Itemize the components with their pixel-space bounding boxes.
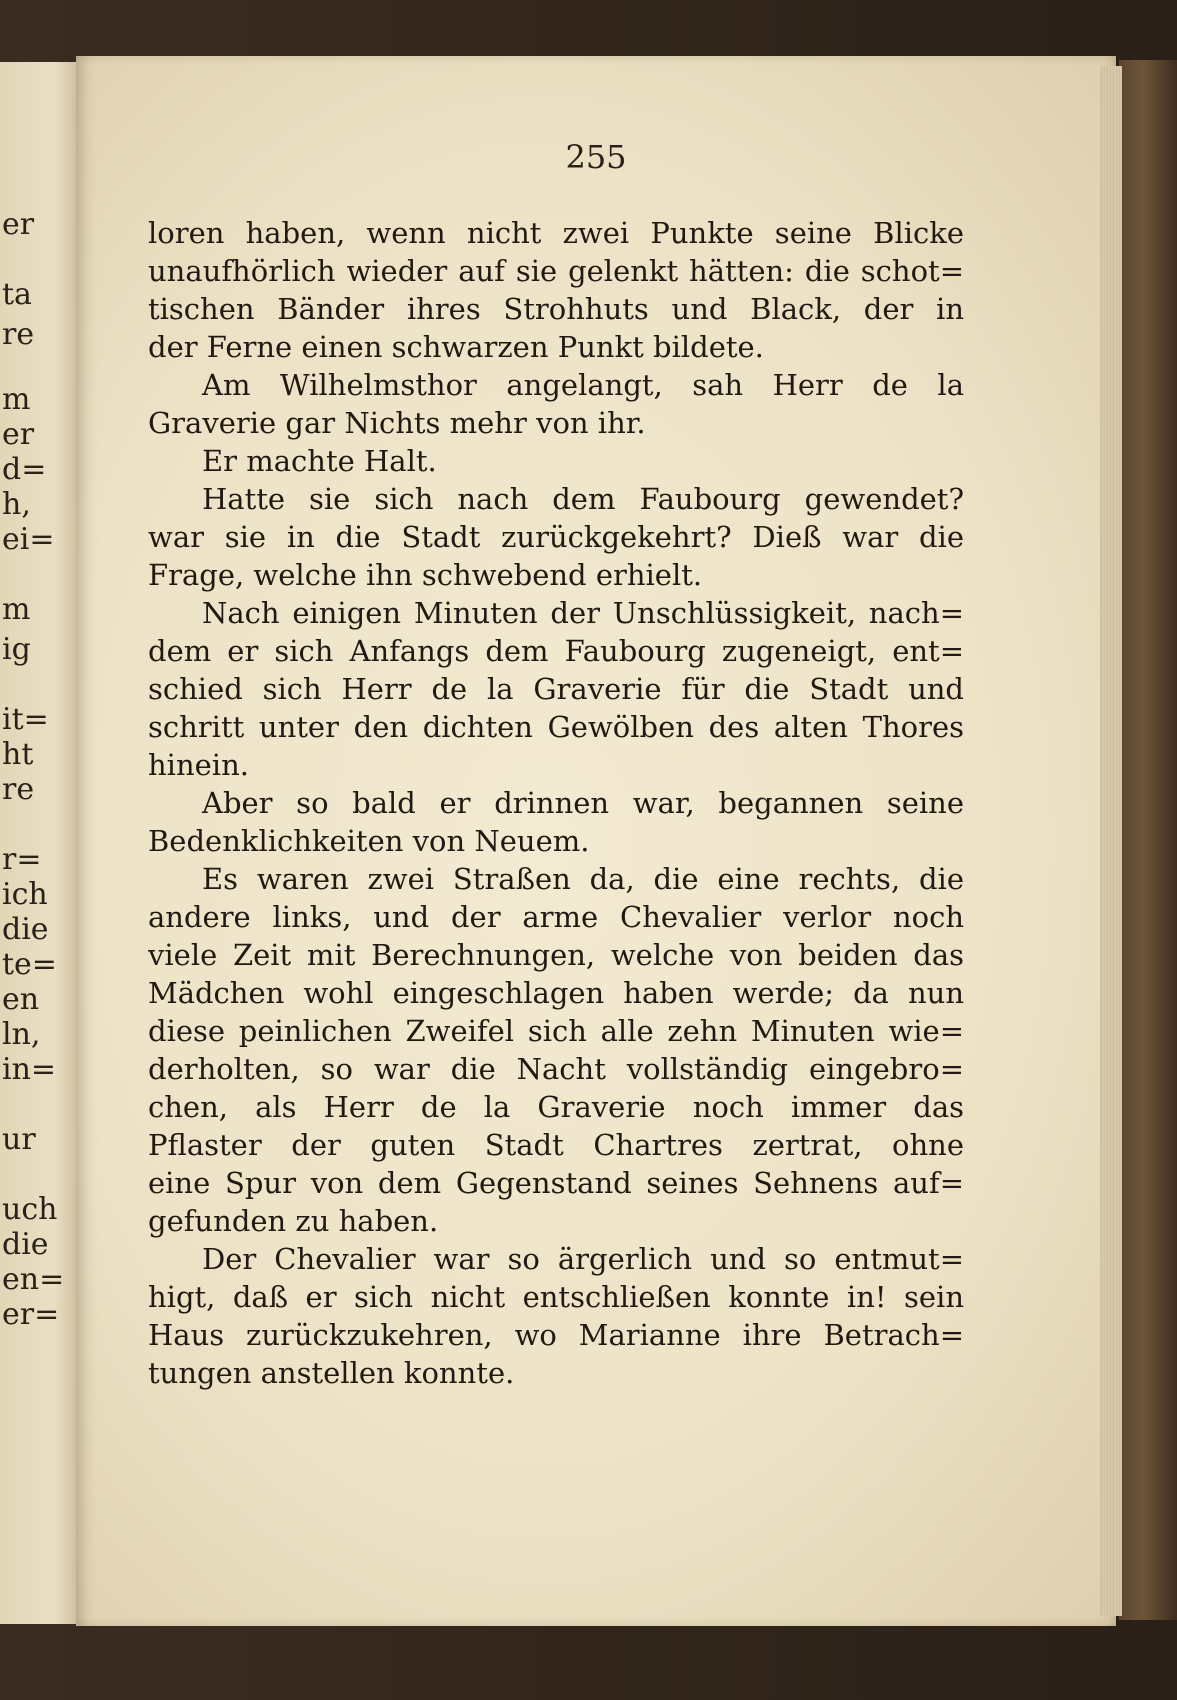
left-page-fragment: r=	[2, 842, 42, 877]
book-cover-edge	[1119, 60, 1177, 1620]
left-page-fragment: d=	[2, 452, 47, 487]
text-line: hinein.	[148, 748, 249, 782]
text-line: unaufhörlich wieder auf sie gelenkt hätten: die schot=	[148, 254, 964, 288]
text-line: eine Spur von dem Gegenstand seines Sehnens auf=	[148, 1166, 964, 1200]
left-page-fragment: er	[2, 417, 35, 452]
text-line: Pflaster der guten Stadt Chartres zertrat, ohne	[148, 1128, 964, 1162]
text-line: Der Chevalier war so ärgerlich und so entmut=	[202, 1242, 964, 1276]
text-line: gefunden zu haben.	[148, 1204, 439, 1238]
left-page-fragment: it=	[2, 702, 49, 737]
left-page-fragment: die	[2, 1227, 49, 1262]
left-page-fragment: m	[2, 592, 31, 627]
body-text	[148, 214, 964, 1392]
left-page-fragment: ig	[2, 632, 31, 667]
left-page-fragment: en=	[2, 1262, 65, 1297]
text-line: Graverie gar Nichts mehr von ihr.	[148, 406, 646, 440]
text-line: schied sich Herr de la Graverie für die Stadt und	[148, 672, 964, 706]
page-edge-stack	[1100, 66, 1122, 1616]
text-line: andere links, und der arme Chevalier verlor noch	[148, 900, 964, 934]
left-page-fragment: m	[2, 382, 31, 417]
left-page-fragment: ich	[2, 877, 48, 912]
text-line: loren haben, wenn nicht zwei Punkte seine Blicke	[148, 216, 964, 250]
left-page-fragment: ei=	[2, 522, 55, 557]
text-line: tischen Bänder ihres Strohhuts und Black, der in	[148, 292, 964, 326]
page-number: 255	[565, 138, 627, 176]
left-page-fragment: ht	[2, 737, 34, 772]
text-line: Nach einigen Minuten der Unschlüssigkeit, nach=	[202, 596, 964, 630]
left-page-fragment: er=	[2, 1297, 60, 1332]
left-page-fragment: er	[2, 207, 35, 242]
left-page-fragment: ur	[2, 1122, 36, 1157]
text-line: der Ferne einen schwarzen Punkt bildete.	[148, 330, 764, 364]
left-page	[0, 62, 78, 1624]
left-page-fragment: h,	[2, 487, 31, 522]
text-line: derholten, so war die Nacht vollständig eingebro=	[148, 1052, 964, 1086]
left-page-fragment: uch	[2, 1192, 58, 1227]
left-page-fragment: re	[2, 772, 35, 807]
text-line: Mädchen wohl eingeschlagen haben werde; da nun	[148, 976, 964, 1010]
text-line: viele Zeit mit Berechnungen, welche von beiden das	[148, 938, 964, 972]
text-line: Er machte Halt.	[202, 444, 437, 478]
left-page-fragment: in=	[2, 1052, 57, 1087]
text-line: Bedenklichkeiten von Neuem.	[148, 824, 590, 858]
left-page-fragment: ln,	[2, 1017, 41, 1052]
text-line: schritt unter den dichten Gewölben des alten Thores	[148, 710, 964, 744]
text-line: higt, daß er sich nicht entschließen konnte in! sein	[148, 1280, 964, 1314]
text-line: Aber so bald er drinnen war, begannen seine	[202, 786, 964, 820]
text-line: tungen anstellen konnte.	[148, 1356, 515, 1390]
left-page-fragment: en	[2, 982, 40, 1017]
right-page	[76, 56, 1116, 1626]
left-page-text-fragments	[0, 62, 78, 1624]
text-line: dem er sich Anfangs dem Faubourg zugeneigt, ent=	[148, 634, 964, 668]
text-line: diese peinlichen Zweifel sich alle zehn Minuten wie=	[148, 1014, 964, 1048]
text-line: Hatte sie sich nach dem Faubourg gewendet?	[202, 482, 964, 516]
text-line: Am Wilhelmsthor angelangt, sah Herr de la	[202, 368, 964, 402]
left-page-fragment: die	[2, 912, 49, 947]
left-page-fragment: re	[2, 317, 35, 352]
text-line: war sie in die Stadt zurückgekehrt? Dieß war die	[148, 520, 964, 554]
text-line: chen, als Herr de la Graverie noch immer das	[148, 1090, 964, 1124]
text-line: Haus zurückzukehren, wo Marianne ihre Betrach=	[148, 1318, 964, 1352]
left-page-fragment: ta	[2, 277, 32, 312]
left-page-fragment: te=	[2, 947, 57, 982]
text-line: Frage, welche ihn schwebend erhielt.	[148, 558, 703, 592]
text-line: Es waren zwei Straßen da, die eine rechts, die	[202, 862, 964, 896]
